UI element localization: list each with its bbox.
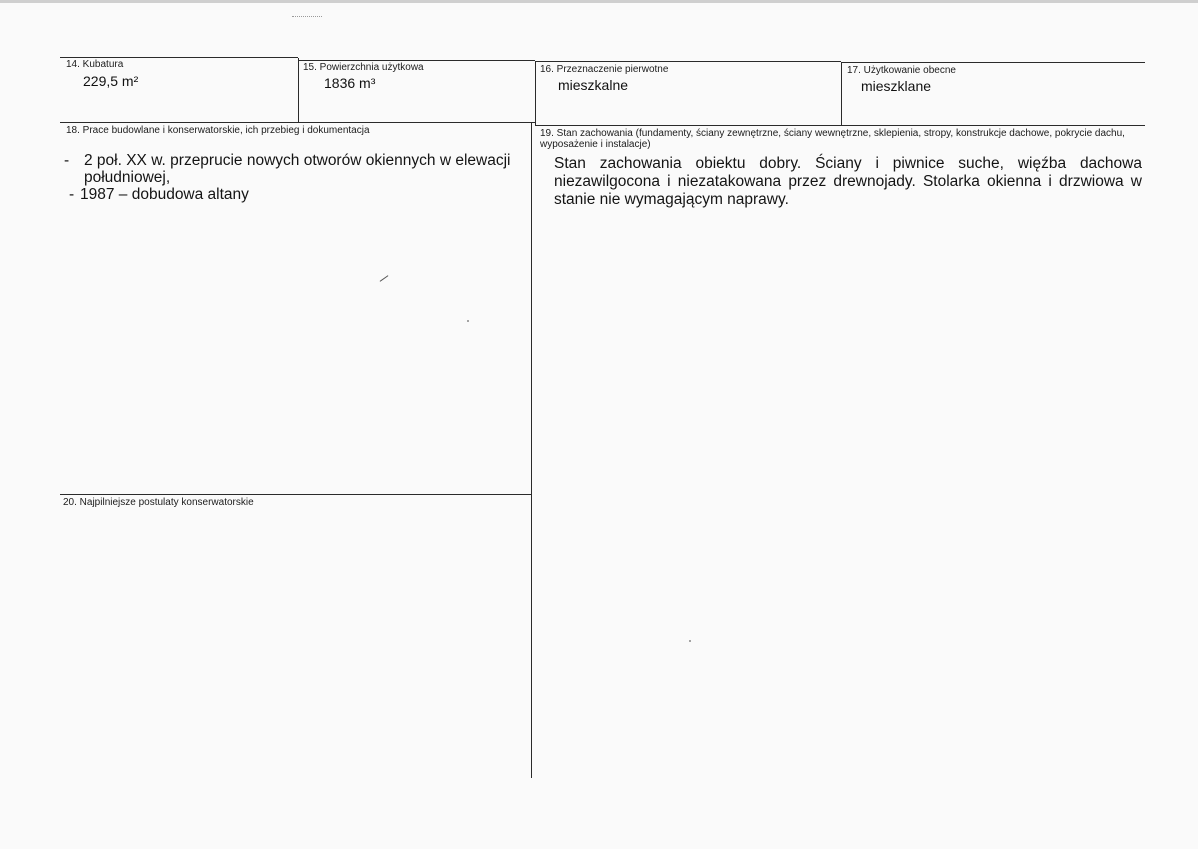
list-item <box>62 186 522 203</box>
list-dash: - <box>64 152 70 169</box>
rule-f18-top <box>60 122 535 123</box>
field-15-value: 1836 m³ <box>324 75 376 91</box>
rule-f14-f15-divider <box>298 58 299 122</box>
field-19-label: 19. Stan zachowania (fundamenty, ściany zewnętrzne, ściany wewnętrzne, sklepienia, stropy, konstrukcje dachowe, pokrycie dachu, wyposażenie i instalacje) <box>540 128 1125 150</box>
field-19-text: Stan zachowania obiektu dobry. Ściany i piwnice suche, więźba dachowa niezawilgocona i niezatakowana przez drewnojady. Stolarka okienna i drzwiowa w stanie nie wymagającym naprawy. <box>554 155 1142 208</box>
scan-mark <box>292 16 322 18</box>
scan-speck <box>689 640 691 642</box>
scan-edge <box>0 0 1198 3</box>
field-18-label: 18. Prace budowlane i konserwatorskie, ich przebieg i dokumentacja <box>66 125 370 136</box>
rule-f19-top <box>535 125 1145 126</box>
pen-mark <box>380 275 389 282</box>
field-16-value: mieszkalne <box>558 77 629 93</box>
rule-f17-top <box>841 62 1145 63</box>
list-item-text: 1987 – dobudowa altany <box>80 186 249 203</box>
rule-f15-top <box>298 60 535 61</box>
field-18-list <box>62 152 522 203</box>
field-16-label: 16. Przeznaczenie pierwotne <box>540 64 669 75</box>
field-14-label: 14. Kubatura <box>66 59 124 70</box>
rule-main-divider <box>531 123 532 778</box>
list-item <box>62 152 522 186</box>
rule-f15-f16-divider <box>535 61 536 125</box>
field-20-label: 20. Najpilniejsze postulaty konserwatorskie <box>63 497 254 508</box>
rule-f16-f17-divider <box>841 62 842 126</box>
field-14-value: 229,5 m² <box>83 73 139 89</box>
rule-f16-top <box>535 61 841 62</box>
rule-f20-top <box>60 494 532 495</box>
list-dash: - <box>69 186 75 203</box>
field-17-label: 17. Użytkowanie obecne <box>847 65 956 76</box>
scan-speck <box>467 320 469 322</box>
field-15-label: 15. Powierzchnia użytkowa <box>303 62 424 73</box>
field-17-value: mieszklane <box>861 78 932 94</box>
list-item-text: 2 poł. XX w. przeprucie nowych otworów okiennych w elewacji południowej, <box>84 152 511 186</box>
rule-f14-top <box>60 57 298 58</box>
